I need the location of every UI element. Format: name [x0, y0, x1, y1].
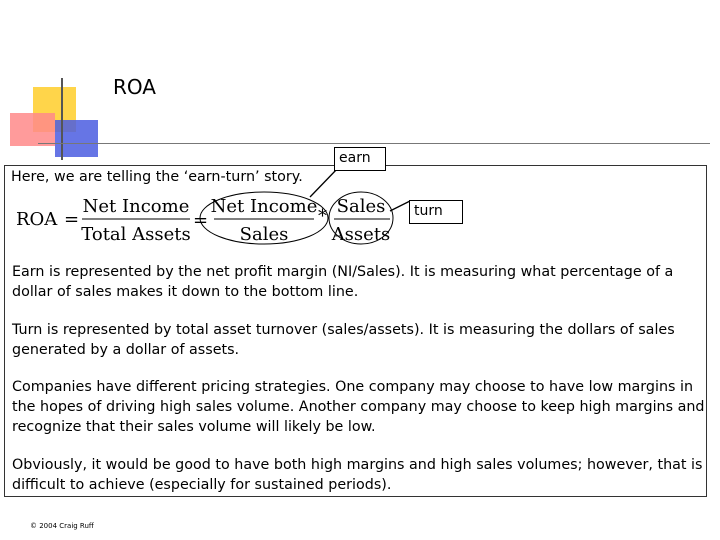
frac3-denominator: Assets [331, 224, 391, 245]
roa-formula [0, 0, 720, 260]
paragraph-pricing: Companies have different pricing strategies. One company may choose to have low margins in the hopes of driving high sales volume. Another company may choose to keep high margins and recognize that their sales volume will likely be low. [12, 379, 705, 435]
paragraph-turn [12, 320, 702, 360]
intro-text: Here, we are telling the ‘earn-turn’ story. [11, 169, 303, 185]
formula-equals-1: = [64, 209, 80, 230]
earn-label: earn [334, 147, 386, 171]
paragraph-conclusion: Obviously, it would be good to have both high margins and high sales volumes; however, that is difficult to achieve (especially for sustained periods). [12, 457, 703, 493]
paragraph-earn-text: is represented by the net profit margin (NI/Sales). It is measuring what percentage of a dollar of sales makes it down to the bottom line. [12, 264, 674, 300]
earn-connector [310, 168, 338, 197]
frac1-numerator: Net Income [82, 196, 190, 217]
turn-connector [390, 201, 410, 211]
frac3-numerator: Sales [336, 196, 386, 217]
paragraph-turn-text: is represented by total asset turnover (sales/assets). It is measuring the dollars of sales generated by a dollar of assets. [12, 322, 675, 358]
paragraph-earn-lead: Earn [12, 264, 45, 280]
turn-label: turn [409, 200, 463, 224]
formula-lhs: ROA [16, 209, 58, 230]
frac2-denominator: Sales [239, 224, 289, 245]
slide-title: ROA [113, 75, 156, 99]
paragraph-earn [12, 262, 702, 302]
formula-equals-2: = [193, 210, 209, 231]
paragraph-turn-lead: Turn [12, 322, 43, 338]
frac1-denominator: Total Assets [81, 224, 191, 245]
frac2-numerator: Net Income [210, 196, 318, 217]
formula-times: * [318, 206, 327, 227]
copyright-footer: © 2004 Craig Ruff [30, 522, 94, 530]
